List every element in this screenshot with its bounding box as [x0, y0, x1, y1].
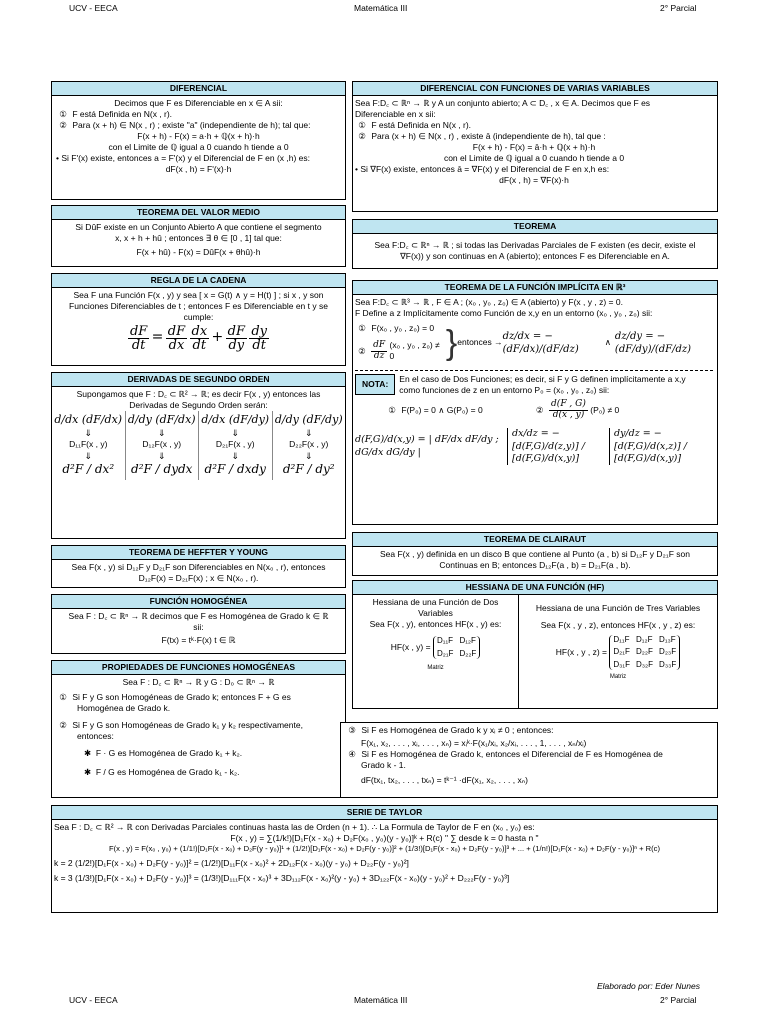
homogenea-section	[51, 594, 346, 654]
brace-icon: }	[445, 323, 458, 362]
frac-num: dF	[167, 324, 186, 340]
footer-left: UCV - EECA	[69, 995, 118, 1005]
section-title: DERIVADAS DE SEGUNDO ORDEN	[52, 373, 345, 387]
arrow-down-icon: ⇓	[157, 428, 166, 439]
text-line: Si F y G son Homogéneas de Grado k; entonces F + G es	[72, 692, 291, 703]
text-line: F · G es Homogénea de Grado k₁ + k₂.	[95, 748, 243, 759]
text-line: Si ∇F(x) existe, entonces ā = ∇F(x) y el Diferencial de F en x,h es:	[360, 164, 610, 175]
result-dxdz: dx/dz = − [d(F,G)/d(z,y)] / [d(F,G)/d(x,y)]	[507, 428, 607, 465]
second-order-col	[126, 411, 200, 480]
matrix-cell: D₁₁F	[613, 635, 630, 645]
formula: dF(x , h) = F'(x)·h	[165, 164, 232, 175]
frac-den: dt	[252, 338, 266, 354]
divider	[355, 370, 713, 371]
frac-den: dx	[168, 338, 185, 354]
section-title: REGLA DE LA CADENA	[52, 274, 345, 288]
formula: F(x , y) = F(x₀ , y₀) + (1/1!)[D₁F(x - x₀) + D₂F(y - y₀)]¹ + (1/2!)[D₁F(x - x₀) + D₂F(y - y₀)]² + (1/3!)[D₁F(x - x₀) + D₂F(y - y₀)]³ + ... + (1/n!)[D₁F(x - x₀) + D₂F(y - y₀)]ⁿ + R(c)	[109, 844, 660, 854]
text-line: Supongamos que F : D꜀ ⊂ ℝ² → ℝ; es decir F(x , y) entonces las	[76, 389, 321, 399]
section-title: FUNCIÓN HOMOGÉNEA	[52, 595, 345, 609]
matrix-caption: Matriz	[609, 674, 627, 681]
result-dzdx: dz/dx = − (dF/dx)/(dF/dz)	[502, 330, 579, 355]
frac-num: dx	[191, 324, 208, 340]
hessian-matrix-2x2	[433, 636, 480, 659]
text-line: Derivadas de Segundo Orden serán:	[129, 400, 268, 411]
diferencial-section	[51, 81, 346, 200]
text-line: cumple:	[183, 312, 214, 323]
derivative-notation: d/dy (dF/dx)	[127, 413, 196, 427]
derivative-notation: d²F / dx²	[62, 462, 115, 477]
condition: (P₀) ≠ 0	[590, 404, 620, 415]
homog-extra-section	[340, 722, 718, 798]
text-line: Sea F(x , y) definida en un disco B que contiene al Punto (a , b) si D₁₂F y D₂₁F son	[380, 549, 690, 559]
second-order-grid	[52, 411, 345, 480]
formula: F(x , y) = ∑(1/k!)[D₁F(x - x₀) + D₂F(x₀ , y₀)(y - y₀)]ᵏ + R(c) " ∑ desde k = 0 hasta n "	[230, 833, 539, 844]
number-1-icon: ①	[59, 109, 67, 120]
text-line: Si F es Homogénea de Grado k, entonces el Diferencial de F es Homogénea de	[361, 749, 663, 760]
text-line: F está Definida en N(x , r).	[371, 120, 472, 131]
number-1-icon: ①	[388, 404, 396, 415]
text-line: Diferenciable en x sii:	[355, 109, 436, 120]
number-1-icon: ①	[59, 692, 67, 703]
text-line: F está Definida en N(x , r).	[72, 109, 173, 120]
arrow-down-icon: ⇓	[84, 451, 93, 462]
formula: F(x₁, x₂, . . . , xᵢ, . . . , xₙ) = xᵢᵏ·F(x₁/xᵢ, x₂/xᵢ, . . . , 1, . . . , xₙ/xᵢ)	[361, 738, 587, 749]
matrix-cell: D₂₂F	[459, 648, 477, 658]
result-dzdy: dz/dy = − (dF/dy)/(dF/dz)	[614, 330, 692, 355]
formula: F(tx) = tᵏ·F(x) t ∈ ℝ	[161, 635, 236, 646]
text-line: Variables	[418, 608, 453, 619]
section-title: DIFERENCIAL CON FUNCIONES DE VARIAS VARIABLES	[353, 82, 717, 96]
section-title: TEOREMA	[353, 220, 717, 234]
prop-homog-section	[51, 660, 346, 798]
arrow-down-icon: ⇓	[231, 428, 240, 439]
derivative-notation: D₂₂F(x , y)	[289, 439, 329, 450]
number-2-icon: ②	[535, 404, 544, 415]
hessian-matrix-3x3	[609, 635, 680, 670]
section-title: SERIE DE TAYLOR	[52, 806, 717, 820]
number-3-icon: ③	[348, 725, 356, 735]
matrix-cell: D₂₁F	[436, 648, 454, 658]
star-icon: ✱	[84, 767, 92, 778]
author-credit: Elaborado por: Eder Nunes	[596, 981, 700, 991]
jacobian-formula: d(F,G)/d(x,y) = | dF/dx dF/dy ; dG/dx dG/dy |	[355, 434, 499, 458]
matrix-cell: D₃₁F	[613, 659, 631, 669]
arrow-down-icon: ⇓	[84, 428, 93, 439]
section-title: TEOREMA DE HEFFTER Y YOUNG	[52, 546, 345, 560]
frac-den: dt	[131, 338, 146, 354]
derivative-notation: d/dx (dF/dx)	[54, 413, 123, 427]
derivative-notation: d²F / dydx	[131, 462, 193, 477]
frac-num: dy	[251, 324, 268, 340]
bullet-icon: •	[56, 153, 59, 164]
hessiana-3var	[519, 595, 717, 708]
section-title: TEOREMA DEL VALOR MEDIO	[52, 206, 345, 220]
derivative-notation: d²F / dxdy	[204, 462, 266, 477]
footer-right: 2° Parcial	[660, 995, 697, 1005]
text-line: sii:	[193, 622, 204, 633]
frac-num: dF	[227, 324, 245, 340]
text-line: Para (x + h) ∈ N(x , r) ; existe "a" (independiente de h); tal que:	[72, 120, 311, 131]
formula: k = 2 (1/2!)[D₁F(x - x₀) + D₂F(y - y₀)]² = (1/2!)[D₁₁F(x - x₀)² + 2D₁₂F(x - x₀)(y - y₀) + D₂₂F(y - y₀)²]	[54, 857, 409, 868]
frac-num: d(F , G)	[551, 399, 586, 410]
matrix-cell: D₃₃F	[659, 659, 677, 669]
number-2-icon: ②	[358, 131, 366, 142]
implicita-section	[352, 280, 718, 525]
number-2-icon: ②	[59, 720, 67, 731]
text-line: F / G es Homogénea de Grado k₁ - k₂.	[95, 767, 240, 778]
matrix-caption: Matriz	[427, 664, 444, 671]
number-2-icon: ②	[59, 120, 67, 131]
frac-num: dF	[129, 324, 148, 340]
number-4-icon: ④	[348, 749, 356, 760]
derivative-notation: d/dy (dF/dy)	[274, 413, 343, 427]
text-line: con el Limite de ℚ igual a 0 cuando h tiende a 0	[443, 153, 625, 164]
hessian-lhs: HF(x , y , z) =	[555, 647, 608, 658]
formula: F(x + h) - F(x) = ā·h + ℚ(x + h)·h	[472, 142, 596, 153]
matrix-cell: D₁₃F	[659, 635, 676, 645]
text-line: Si F y G son Homogéneas de Grado k₁ y k₂ respectivamente,	[72, 720, 303, 731]
then-label: entonces →	[457, 337, 503, 348]
header-center: Matemática III	[354, 3, 408, 13]
derivative-notation: D₁₂F(x , y)	[142, 439, 182, 450]
header-left: UCV - EECA	[69, 3, 118, 13]
matrix-cell: D₁₂F	[459, 636, 476, 646]
text-line: x, x + h + hû ; entonces ∃ θ ∈ [0 , 1] tal que:	[115, 233, 282, 244]
section-title: HESSIANA DE UNA FUNCIÓN (HF)	[353, 581, 717, 595]
text-line: Sea F : D꜀ ⊂ ℝ² → ℝ con Derivadas Parciales continuas hasta las de Orden (n + 1). ∴ La Formula de Taylor de F en (x₀ , y₀) es:	[54, 822, 535, 832]
hessiana-section	[352, 580, 718, 709]
section-title: TEOREMA DE LA FUNCIÓN IMPLÍCITA EN ℝ³	[353, 281, 717, 295]
derivative-notation: d²F / dy²	[282, 462, 335, 477]
clairaut-section	[352, 532, 718, 576]
text-line: Sea F:D꜀ ⊂ ℝ³ → ℝ , F ∈ A ; (x₀ , y₀ , z₀) ∈ A (abierto) y F(x , y , z) = 0.	[355, 297, 623, 307]
nota-badge: NOTA:	[355, 374, 395, 395]
arrow-down-icon: ⇓	[157, 451, 166, 462]
derivative-notation: D₂₁F(x , y)	[215, 439, 255, 450]
star-icon: ✱	[84, 748, 92, 759]
condition: F(x₀ , y₀ , z₀) = 0	[371, 323, 435, 334]
frac-den: d(x , y)	[552, 409, 585, 420]
derivative-notation: d/dx (dF/dy)	[201, 413, 270, 427]
text-line: En el caso de Dos Funciones; es decir, si F y G definen implícitamente a x,y	[399, 374, 686, 385]
frac-den: dy	[228, 338, 245, 354]
text-line: Para (x + h) ∈ N(x , r) , existe ā (independiente de h), tal que :	[371, 131, 606, 142]
result-dydz: dy/dz = − [d(F,G)/d(x,z)] / [d(F,G)/d(x,y)]	[609, 428, 709, 465]
formula: dF(tx₁, tx₂, . . . , txₙ) = tᵏ⁻¹ ·dF(x₁, x₂, . . . , xₙ)	[361, 775, 528, 786]
matrix-cell: D₁₂F	[636, 635, 653, 645]
page-header	[0, 3, 768, 15]
text-line: entonces:	[77, 731, 114, 742]
text-line: Sea F(x , y , z), entonces HF(x , y , z) es:	[540, 620, 696, 631]
text-line: Si F'(x) existe, entonces a = F'(x) y el Diferencial de F en (x ,h) es:	[61, 153, 311, 164]
arrow-down-icon: ⇓	[304, 428, 313, 439]
matrix-cell: D₃₂F	[636, 659, 654, 669]
condition: (x₀ , y₀ , z₀) ≠ 0	[389, 340, 440, 362]
dif-varias-section	[352, 81, 718, 212]
derivative-notation: D₁₁F(x , y)	[69, 439, 108, 450]
formula: dF(x , h) = ∇F(x)·h	[499, 175, 569, 186]
text-line: con el Limite de ℚ igual a 0 cuando h tiende a 0	[108, 142, 289, 153]
text-line: Continuas en B; entonces D₁₂F(a , b) = D₂₁F(a , b).	[439, 560, 631, 571]
text-line: D₁₂F(x) = D₂₁F(x) ; x ∈ N(x₀ , r).	[138, 573, 259, 584]
valor-medio-section	[51, 205, 346, 267]
header-right: 2° Parcial	[660, 3, 697, 13]
text-line: Hessiana de una Función de Dos	[372, 597, 499, 607]
bullet-icon: •	[355, 164, 358, 175]
condition: F(P₀) = 0 ∧ G(P₀) = 0	[401, 404, 483, 415]
text-line: Sea F(x , y) si D₁₂F y D₂₁F son Diferenciables en N(x₀ , r), entonces	[71, 562, 326, 572]
text-line: Sea F(x , y), entonces HF(x , y) es:	[369, 619, 502, 630]
hessian-lhs: HF(x , y) =	[390, 642, 431, 652]
arrow-down-icon: ⇓	[231, 451, 240, 462]
text-line: Sea F : D꜀ ⊂ ℝⁿ → ℝ decimos que F es Homogénea de Grado k ∈ ℝ	[68, 611, 329, 621]
text-line: Decimos que F es Diferenciable en x ∈ A sii:	[114, 98, 283, 108]
number-2-icon: ②	[358, 345, 366, 356]
cadena-section	[51, 273, 346, 366]
frac-den: dt	[192, 338, 207, 354]
page-footer	[0, 995, 768, 1007]
text-line: Si F es Homogénea de Grado k y xᵢ ≠ 0 ; entonces:	[361, 725, 554, 735]
segundo-orden-section	[51, 372, 346, 539]
formula: F(x + hû) - F(x) = DûF(x + θhû)·h	[136, 247, 261, 258]
text-line: Si DûF existe en un Conjunto Abierto A que contiene el segmento	[75, 222, 322, 232]
arrow-down-icon: ⇓	[304, 451, 313, 462]
section-title: TEOREMA DE CLAIRAUT	[353, 533, 717, 547]
text-line: como funciones de z en un entorno P₀ = (x₀ , y₀ , z₀) sii:	[399, 385, 610, 396]
text-line: Hessiana de una Función de Tres Variables	[535, 603, 701, 613]
text-line: Sea F una Función F(x , y) y sea [ x = G(t) ∧ y = H(t) ] ; si x , y son	[73, 290, 324, 300]
section-title: PROPIEDADES DE FUNCIONES HOMOGÉNEAS	[52, 661, 345, 675]
equals: =	[151, 328, 164, 345]
teorema-section	[352, 219, 718, 269]
text-line: Sea F : D꜀ ⊂ ℝⁿ → ℝ y G : D₀ ⊂ ℝⁿ → ℝ	[122, 677, 275, 687]
formula: F(x + h) - F(x) = a·h + ℚ(x + h)·h	[137, 131, 260, 142]
matrix-cell: D₁₁F	[436, 636, 454, 646]
and-label: ∧	[604, 337, 611, 348]
text-line: Funciones Diferenciables de t ; entonces F es Diferenciable en t y se	[69, 301, 328, 312]
footer-center: Matemática III	[354, 995, 408, 1005]
formula: k = 3 (1/3!)[D₁F(x - x₀) + D₂F(y - y₀)]³ = (1/3!)[D₁₁₁F(x - x₀)³ + 3D₁₁₂F(x - x₀)²(y - y₀) + 3D₁₂₂F(x - x₀)(y - y₀)² + D₂₂₂F(y - y₀)³]	[54, 873, 510, 883]
text-line: F Define a z Implícitamente como Función de x,y en un entorno (x₀ , y₀ , z₀) sii:	[355, 308, 653, 319]
plus: +	[211, 328, 224, 345]
text-line: Homogénea de Grado k.	[77, 703, 171, 714]
hessiana-2var	[353, 595, 519, 708]
second-order-col	[52, 411, 126, 480]
text-line: ∇F(x)) y son continuas en A (abierto); entonces F es Diferenciable en A.	[400, 251, 670, 262]
frac-num: dF	[373, 340, 386, 351]
text-line: Sea F:D꜀ ⊂ ℝⁿ → ℝ y A un conjunto abierto; A ⊂ D꜀ , x ∈ A. Decimos que F es	[355, 98, 651, 108]
number-1-icon: ①	[358, 323, 366, 334]
section-title: DIFERENCIAL	[52, 82, 345, 96]
text-line: Grado k - 1.	[361, 760, 406, 771]
second-order-col	[273, 411, 346, 480]
taylor-section	[51, 805, 718, 913]
text-line: Sea F:D꜀ ⊂ ℝⁿ → ℝ ; si todas las Derivadas Parciales de F existen (es decir, existe el	[374, 240, 696, 250]
heffter-section	[51, 545, 346, 588]
second-order-col	[199, 411, 273, 480]
matrix-cell: D₂₁F	[613, 647, 630, 657]
matrix-cell: D₂₂F	[636, 647, 653, 657]
matrix-cell: D₂₃F	[659, 647, 677, 657]
chain-rule-formula	[56, 325, 341, 352]
frac-den: dz	[373, 350, 385, 361]
number-1-icon: ①	[358, 120, 366, 131]
